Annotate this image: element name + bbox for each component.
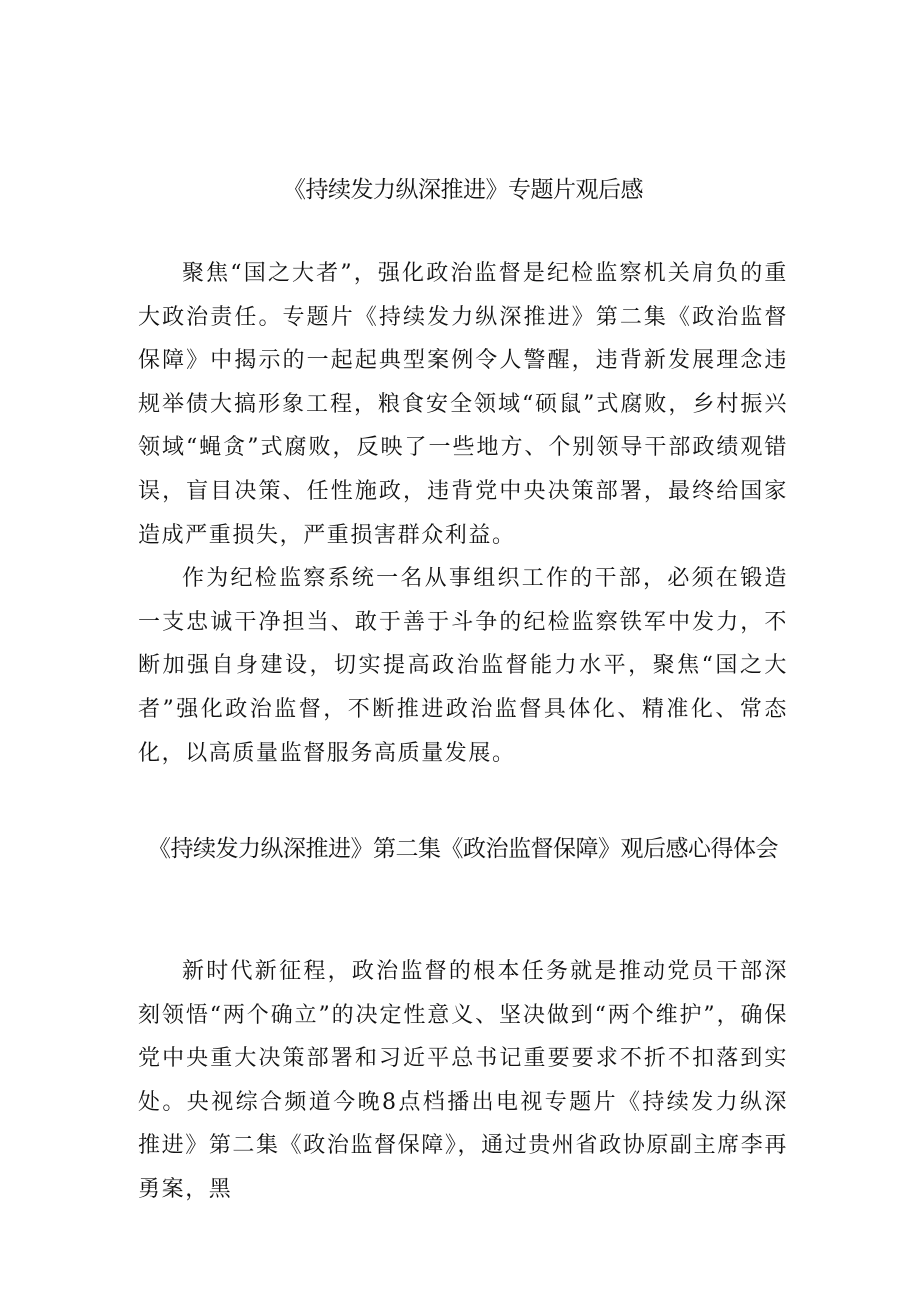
article-2-body [138, 950, 788, 1212]
article-1-paragraph-1: 聚焦“国之大者”，强化政治监督是纪检监察机关肩负的重大政治责任。专题片《持续发力纵深推进》第二集《政治监督保障》中揭示的一起起典型案例令人警醒，违背新发展理念违规举债大搞形象工程，粮食安全领域“硕鼠”式腐败，乡村振兴领域“蝇贪”式腐败，反映了一些地方、个别领导干部政绩观错误，盲目决策、任性施政，违背党中央决策部署，最终给国家造成严重损失，严重损害群众利益。 [138, 261, 788, 548]
article-1-body [138, 252, 788, 775]
article-1-paragraph-2: 作为纪检监察系统一名从事组织工作的干部，必须在锻造一支忠诚干净担当、敢于善于斗争的纪检监察铁军中发力，不断加强自身建设，切实提高政治监督能力水平，聚焦“国之大者”强化政治监督，不断推进政治监督具体化、精准化、常态化，以高质量监督服务高质量发展。 [138, 566, 788, 766]
article-1-title: 《持续发力纵深推进》专题片观后感 [283, 177, 643, 203]
article-2-title: 《持续发力纵深推进》第二集《政治监督保障》观后感心得体会 [148, 836, 778, 862]
article-2-paragraph-1: 新时代新征程，政治监督的根本任务就是推动党员干部深刻领悟“两个确立”的决定性意义、坚决做到“两个维护”，确保党中央重大决策部署和习近平总书记重要要求不折不扣落到实处。央视综合频道今晚8点档播出电视专题片《持续发力纵深推进》第二集《政治监督保障》，通过贵州省政协原副主席李再勇案，黑 [138, 959, 788, 1202]
